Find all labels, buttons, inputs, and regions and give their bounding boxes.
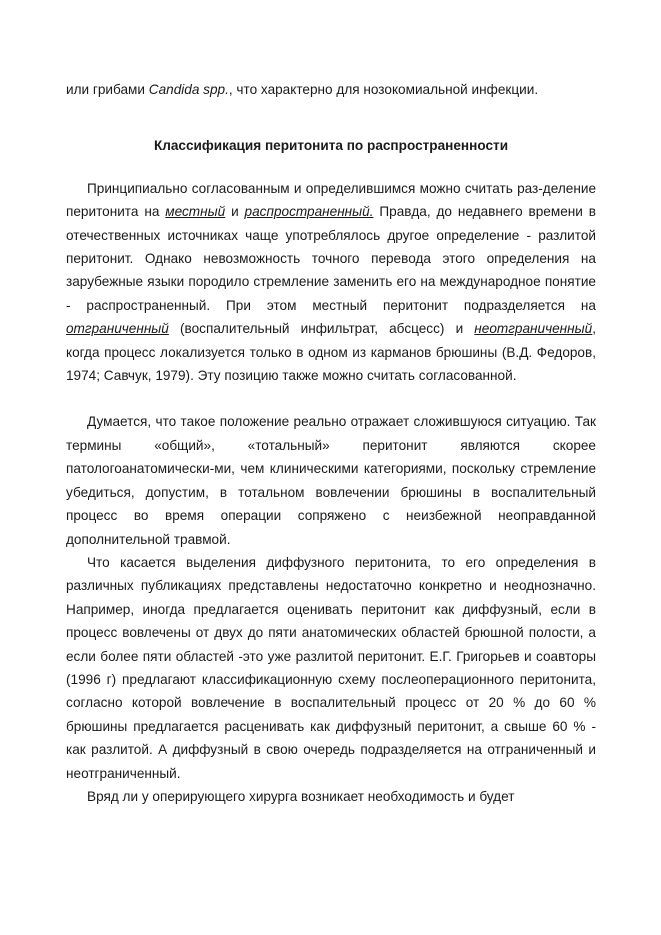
p1-text-2: и [225, 204, 245, 220]
term-widespread: распространенный. [244, 204, 374, 220]
p1-text-1: Принципиально согласованным и определившимся можно считать раз-деление перитонита на [66, 180, 596, 220]
section-heading: Классификация перитонита по распространенности [153, 138, 509, 154]
intro-species: Candida spp. [148, 82, 229, 97]
paragraph-1 [66, 177, 596, 388]
paragraph-3: Что касается выделения диффузного перитонита, то его определения в различных публикациях представлены недостаточно конкретно и неоднозначно. Например, иногда предлагается оценивать перитонит как диффузный, если в процесс вовлечены от двух до пяти анатомических областей брюшной полости, а если более пяти областей -это уже разлитой перитонит. Е.Г. Григорьев и соавторы (1996 г) предлагают классификационную схему послеоперационного перитонита, согласно которой вовлечение в воспалительный процесс от 20 % до 60 % брюшины предлагается расценивать как диффузный перитонит, а свыше 60 % - как разлитой. А диффузный в свою очередь подразделяется на отграниченный и неотграниченный. [66, 554, 596, 781]
p1-text-4: (воспалительный инфильтрат, абсцесс) и [168, 321, 475, 337]
document-page [66, 78, 596, 808]
paragraph-2: Думается, что такое положение реально отражает сложившуюся ситуацию. Так термины «общий», «тотальный» перитонит являются скорее патологоанатомически-ми, чем клиническими категориями, поскольку стремление убедиться, допустим, в тотальном вовлечении брюшины в воспалительный процесс во время операции сопряжено с неизбежной неоправданной дополнительной травмой. [66, 414, 596, 547]
intro-before: или грибами [66, 82, 149, 97]
intro-line [66, 78, 596, 101]
term-local: местный [165, 204, 226, 220]
paragraph-4: Вряд ли у оперирующего хирурга возникает необходимость и будет [87, 788, 515, 804]
p1-text-5: , когда процесс локализуется только в одном из карманов брюшины (В.Д. Федоров, 1974; Савчук, 1979). Эту позицию также можно считать согласованной. [66, 321, 596, 384]
p1-text-3: Правда, до недавнего времени в отечественных источниках чаще употреблялось другое определение - разлитой перитонит. Однако невозможность точного перевода этого определения на зарубежные языки породило стремление заменить его на международное понятие - распространенный. При этом местный перитонит подразделяется на [66, 204, 596, 313]
term-delimited: отграниченный [66, 321, 169, 337]
intro-after: , что характерно для нозокомиальной инфекции. [228, 82, 539, 97]
term-nondelimited: неотграниченный [474, 321, 593, 337]
